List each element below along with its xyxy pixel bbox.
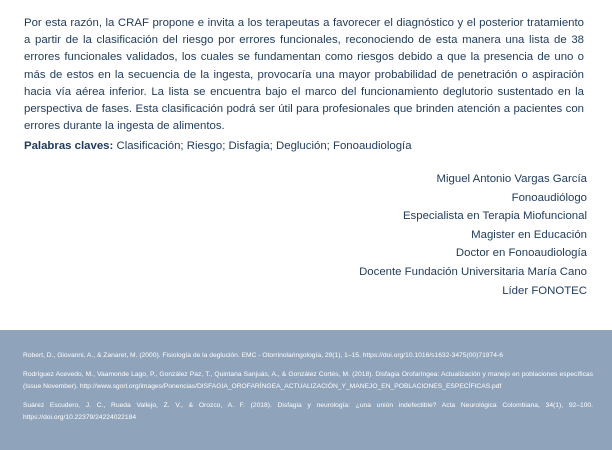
author-specialty: Especialista en Terapia Miofuncional: [402, 210, 587, 223]
keywords-list: Clasificación; Riesgo; Disfagia; Deglución; Fonoaudiología: [116, 140, 412, 152]
keywords-line: [24, 138, 584, 155]
abstract-paragraph: Por esta razón, la CRAF propone e invita a los terapeutas a favorecer el diagnóstico y el posterior tratamiento a partir de la clasificación del riesgo por errores funcionales, reconociendo de esta manera una lista de 38 errores funcionales validados, los cuales se fundamentan como riesgos debido a que la presencia de uno o más de estos en la secuencia de la ingesta, provocaría una mayor probabilidad de penetración o aspiración hacia vía aérea inferior. La lista se encuentra bajo el marco del funcionamiento deglutorio sustentado en la perspectiva de fases. Esta clasificación podrá ser útil para profesionales que brinden atención a pacientes con errores durante la ingesta de alimentos.: [24, 17, 584, 133]
reference-item: Robert, D., Giovanni, A., & Zanaret, M. (2000). Fisiología de la deglución. EMC - Otorrinolaringología, 29(1), 1–15. https://doi.org/10.1016/s1632-3475(00)71974-6: [23, 352, 503, 359]
author-role: Líder FONOTEC: [502, 284, 587, 297]
reference-item: Suárez Escudero, J. C., Rueda Vallejo, Z. V., & Orozco, A. F. (2018). Disfagia y neurología: ¿una unión indefectible? Acta Neurológica Colombiana, 34(1), 92–100. https://doi.org/10.22379/24224022184: [23, 402, 593, 421]
author-title: Fonoaudiólogo: [511, 191, 587, 204]
author-signature: [247, 170, 587, 300]
keywords-label: Palabras claves:: [24, 140, 114, 152]
author-affiliation: Docente Fundación Universitaria María Cano: [359, 265, 587, 278]
author-name: Miguel Antonio Vargas García: [436, 173, 587, 185]
reference-item: Rodríguez Acevedo, M., Vaamonde Lago, P., González Paz, T., Quintana Sanjuás, A., & González Cortés, M. (2018). Disfagia Orofaríngea: Actualización y manejo en poblaciones específicas (Issue November). http://www.sgorl.org/images/Ponencias/DISFAGIA_OROFARÍNGEA_ACTUALIZACIÓN_Y_MANEJO_EN_POBLACIONES_ESPECÍFICAS.pdf: [23, 371, 593, 390]
references-panel: [0, 330, 612, 450]
author-doctorate: Doctor en Fonoaudiología: [455, 247, 587, 260]
author-masters: Magister en Educación: [471, 228, 587, 241]
references-list: [23, 350, 593, 431]
